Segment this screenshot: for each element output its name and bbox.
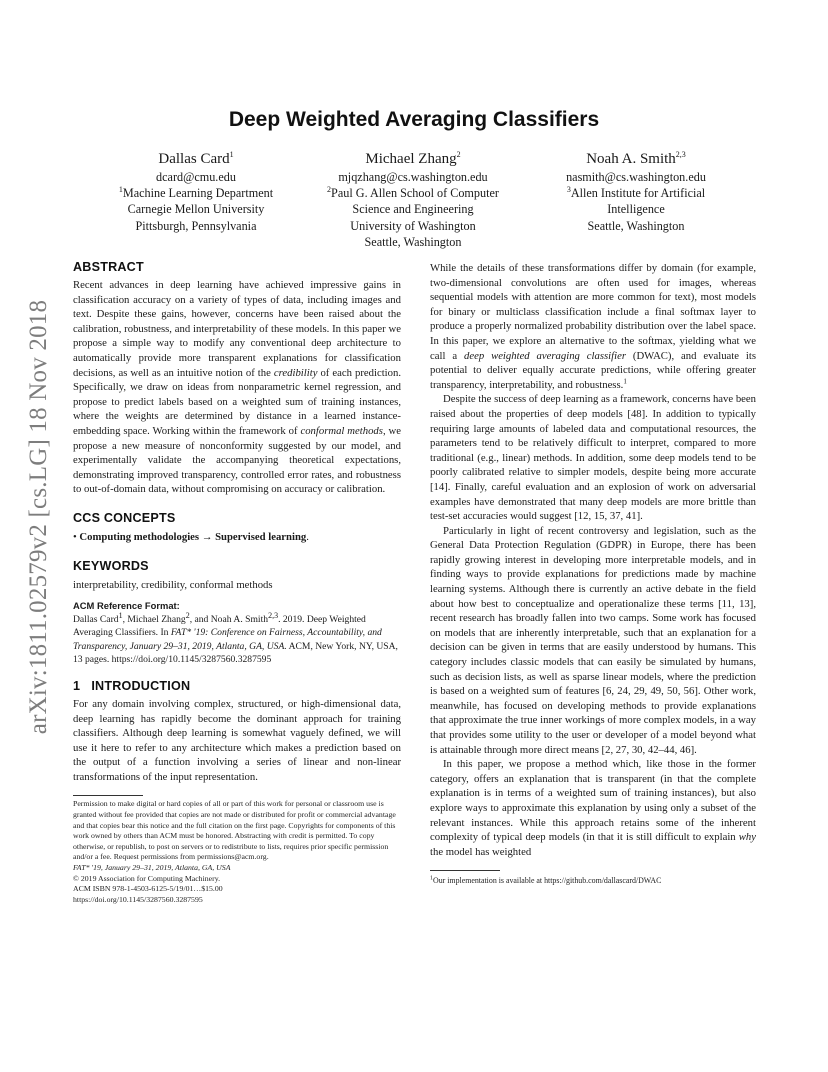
author-email[interactable]: mjqzhang@cs.washington.edu — [338, 170, 488, 184]
isbn-line: ACM ISBN 978-1-4503-6125-5/19/01…$15.00 — [73, 884, 223, 894]
intro-paragraph: While the details of these transformations differ by domain (for example, two-dimensional convolutions are often used for images, whereas sequential models with attention are more common for text), most models for binary or multiclass classification include a final softmax layer to produce a properly normalized probability distribution over the label space. In this paper, we explore an alternative to the softmax, yielding what we call a deep weighted averaging classifier (DWAC), and evaluate its potential to deliver equally accurate predictions, while offering greater transparency, interpretability, and robustness.$^1$ — [430, 262, 756, 391]
abstract-text: Recent advances in deep learning have achieved impressive gains in classification accuracy on a variety of types of data, including images and text. Despite these gains, however, concerns have been raised about the calibration, robustness, and interpretability of these models. In this paper we propose a simple way to modify any conventional deep architecture to automatically provide more transparent explanations for classification decisions, as well as an intuitive notion of the credibility of each prediction. Specifically, we draw on ideas from nonparametric kernel regression, and propose to predict labels based on a weighted sum of training instances, where the weights are determined by distance in a learned instance-embedding space. Working within the framework of conformal methods, we propose a new measure of nonconformity suggested by our model, and experimentally validate the accompanying theoretical expectations, demonstrating improved transparency, controlled error rates, and robustness to out-of-domain data, without compromising on accuracy or calibration. — [73, 279, 402, 496]
author-affiliation: Science and Engineering — [352, 202, 474, 217]
author-affiliation: $^2$Paul G. Allen School of Computer — [327, 185, 499, 201]
author-block-card — [96, 149, 296, 234]
conference-line: FAT* '19, January 29–31, 2019, Atlanta, GA, USA — [73, 863, 231, 873]
author-name: Noah A. Smith$^{2,3}$ — [586, 150, 686, 167]
intro-paragraph: Particularly in light of recent controversy and legislation, such as the General Data Protection Regulation (GDPR) in Europe, there has been rapidly growing interest in developing more interpretable models, and in finding ways to provide explanations for predictions made by machine learning systems. Although there is currently an active debate in the field about how best to conceptualize and operationalize these terms [11, 13], recent research has broadly fallen into two camps. Some work has focused on models that are inherently interpretable, such that an explanation for a decision can be given in terms that are easily understood by humans. This category includes classic models that can easily be simulated by humans, such as decision lists, as well as sparse linear models, where the prediction is based on a weighted sum of features [6, 24, 29, 49, 50, 56]. Other work, meanwhile, has focused on developing methods to provide explanations that approximate the true inner workings of more complex models, in a way that provides some utility to the user or developer of a model beyond what is attainable through more direct means [2, 27, 30, 42–44, 46]. — [430, 524, 756, 756]
copyright-line: © 2019 Association for Computing Machinery. — [73, 873, 221, 883]
author-affiliation: Seattle, Washington — [587, 218, 685, 233]
permission-notice: Permission to make digital or hard copies of all or part of this work for personal or classroom use is granted without fee provided that copies are not made or distributed for profit or commercial advantage and that copies bear this notice and the full citation on the first page. Copyrights for components of this work owned by others than ACM must be honored. Abstracting with credit is permitted. To copy otherwise, or republish, to post on servers or to redistribute to lists, requires prior specific permission and/or a fee. Request permissions from permissions@acm.org. — [73, 799, 396, 862]
keywords-heading: KEYWORDS — [73, 558, 149, 573]
abstract-heading: ABSTRACT — [73, 260, 144, 274]
introduction-paragraph: For any domain involving complex, structured, or high-dimensional data, deep learning has rapidly become the dominant approach for training classifiers. Although deep learning is somewhat vaguely defined, we will use it here to refer to any architecture which makes a prediction based on the output of a function involving a series of linear and non-linear transformations of the input representation. — [73, 697, 401, 783]
author-affiliation: Carnegie Mellon University — [127, 202, 265, 217]
right-column — [430, 261, 756, 886]
acm-reference-heading: ACM Reference Format: — [73, 600, 180, 612]
doi-link[interactable]: https://doi.org/10.1145/3287560.3287595 — [73, 894, 203, 904]
implementation-link[interactable]: Our implementation is available at https://github.com/dallascard/DWAC — [433, 876, 662, 886]
intro-paragraph: In this paper, we propose a method which, like those in the former category, offers an explanation that is transparent (in that the complete explanation is in terms of a weighted sum of training instances), but also explore ways to approximate this explanation by using only a subset of the relevant instances. While this approach retains some of the inherent complexity of typical deep models (in that it is still difficult to explain why the model has weighted — [430, 758, 756, 858]
author-affiliation: Seattle, Washington — [364, 234, 462, 249]
arxiv-stamp-text[interactable]: arXiv:1811.02579v2 [cs.LG] 18 Nov 2018 — [25, 299, 52, 735]
paper-title: Deep Weighted Averaging Classifiers — [228, 108, 600, 131]
keywords-text: interpretability, credibility, conformal methods — [73, 578, 273, 591]
ccs-concepts: • Computing methodologies → Supervised learning. — [73, 530, 309, 543]
footnote-text: $^1$Our implementation is available at https://github.com/dallascard/DWAC — [430, 875, 662, 886]
footnote-block — [430, 870, 756, 886]
acm-reference-text: Dallas Card$^1$, Michael Zhang$^2$, and Noah A. Smith$^{2,3}$. 2019. Deep Weighted Averaging Classifiers. In FAT* '19: Conference on Fairness, Accountability, and Transparency, January 29–31, 2019, Atlanta, GA, USA. ACM, New York, NY, USA, 13 pages. https://doi.org/10.1145/3287560.3287595 — [73, 610, 398, 665]
author-affiliation: $^1$Machine Learning Department — [118, 185, 274, 201]
footnote-divider — [73, 795, 143, 796]
introduction-heading: 1 INTRODUCTION — [73, 678, 191, 693]
arxiv-identifier-stamp — [19, 282, 59, 752]
author-email[interactable]: dcard@cmu.edu — [156, 170, 236, 184]
author-block-zhang — [313, 149, 513, 250]
permission-block — [73, 795, 401, 905]
author-name: Dallas Card$^1$ — [158, 150, 234, 167]
footnote-divider — [430, 870, 500, 871]
author-affiliation: Intelligence — [607, 202, 665, 217]
author-affiliation: Pittsburgh, Pennsylvania — [135, 218, 257, 233]
author-block-smith — [536, 149, 736, 234]
author-affiliation: University of Washington — [350, 218, 476, 233]
author-affiliation: $^3$Allen Institute for Artificial — [566, 185, 706, 201]
author-name: Michael Zhang$^2$ — [365, 150, 461, 167]
intro-paragraph: Despite the success of deep learning as a framework, concerns have been raised about the properties of deep models [48]. In addition to typically requiring large amounts of labeled data and computational resources, the parameters tend to be relatively difficult to interpret, compared to more traditional (e.g., linear) methods. In addition, some deep models tend to be poorly calibrated relative to simpler models, despite being more accurate [14]. Finally, careful evaluation and an explosion of work on adversarial examples have demonstrated that many deep models are more brittle than test-set accuracies would suggest [12, 15, 37, 41]. — [430, 393, 756, 523]
ccs-heading: CCS CONCEPTS — [73, 510, 176, 525]
footnote-marker[interactable]: 1 — [623, 377, 627, 386]
author-email[interactable]: nasmith@cs.washington.edu — [566, 170, 706, 184]
left-column — [73, 260, 401, 905]
